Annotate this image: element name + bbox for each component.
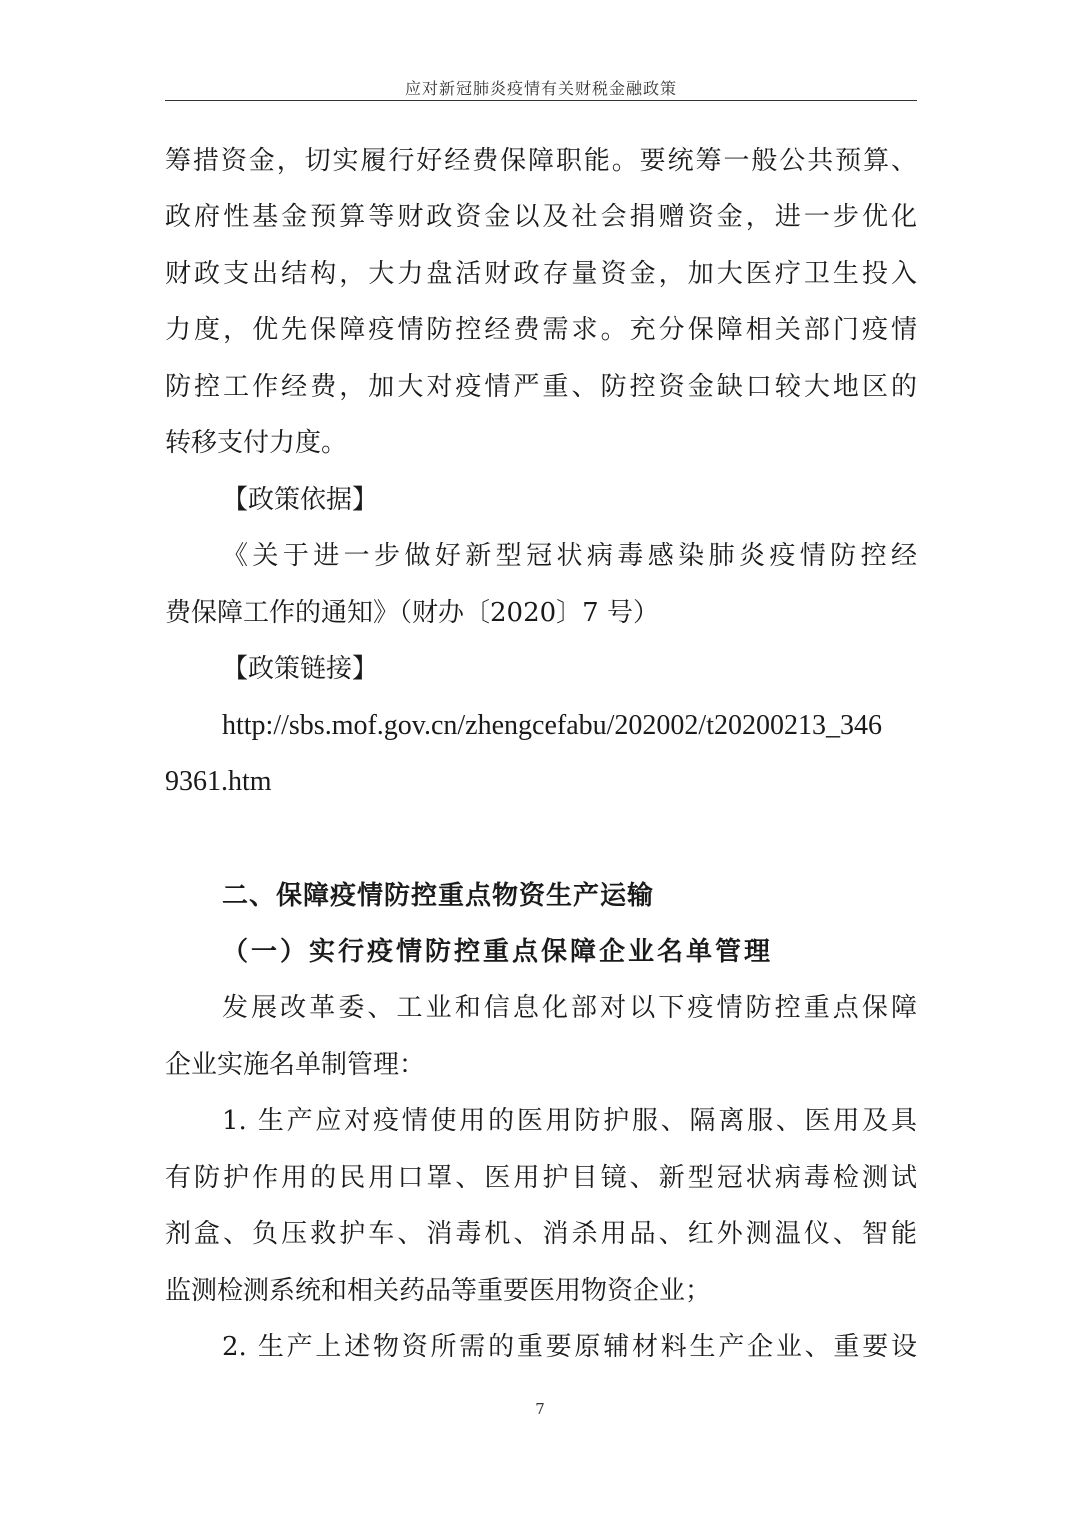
para1-line-5: 防控工作经费，加大对疫情严重、防控资金缺口较大地区的: [165, 372, 917, 402]
policy-basis-line-2: 费保障工作的通知》（财办〔2020〕7 号）: [165, 598, 659, 628]
para1-line-2: 政府性基金预算等财政资金以及社会捐赠资金，进一步优化: [165, 202, 917, 232]
para1-line-6: 转移支付力度。: [165, 428, 348, 458]
policy-basis-line-1: 《关于进一步做好新型冠状病毒感染肺炎疫情防控经: [222, 541, 917, 571]
item2-line-1: 2. 生产上述物资所需的重要原辅材料生产企业、重要设: [222, 1332, 917, 1362]
subsection-heading: （一）实行疫情防控重点保障企业名单管理: [222, 937, 774, 967]
policy-basis-label: 【政策依据】: [222, 485, 379, 515]
item1-line-2: 有防护作用的民用口罩、医用护目镜、新型冠状病毒检测试: [165, 1163, 917, 1193]
policy-link-label: 【政策链接】: [222, 654, 379, 684]
header-title: 应对新冠肺炎疫情有关财税金融政策: [404, 79, 677, 98]
para1-line-4: 力度，优先保障疫情防控经费需求。充分保障相关部门疫情: [165, 315, 917, 345]
item1-line-3: 剂盒、负压救护车、消毒机、消杀用品、红外测温仪、智能: [165, 1219, 917, 1249]
item1-line-1: 1. 生产应对疫情使用的医用防护服、隔离服、医用及具: [222, 1106, 917, 1136]
page-number: 7: [535, 1400, 545, 1418]
item1-line-4: 监测检测系统和相关药品等重要医用物资企业；: [165, 1276, 712, 1306]
policy-link-url-line-2[interactable]: 9361.htm: [165, 766, 272, 797]
section-heading: 二、保障疫情防控重点物资生产运输: [222, 881, 655, 911]
policy-link-url-line-1[interactable]: http://sbs.mof.gov.cn/zhengcefabu/202002/t20200213_346: [222, 710, 882, 741]
para1-line-3: 财政支出结构，大力盘活财政存量资金，加大医疗卫生投入: [165, 259, 917, 289]
header-divider: [165, 100, 917, 101]
para2-line-2: 企业实施名单制管理：: [165, 1050, 426, 1080]
para1-line-1: 筹措资金，切实履行好经费保障职能。要统筹一般公共预算、: [165, 146, 917, 176]
para2-line-1: 发展改革委、工业和信息化部对以下疫情防控重点保障: [222, 993, 917, 1023]
